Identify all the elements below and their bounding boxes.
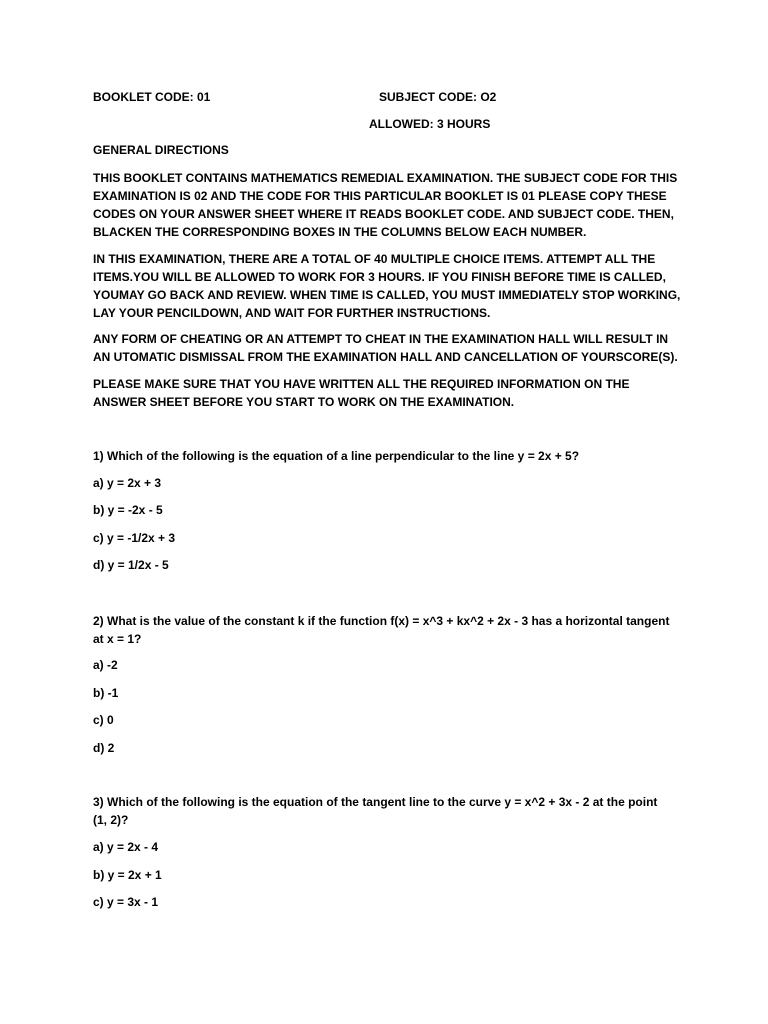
question-2-option-b: b) -1 (93, 686, 119, 700)
question-2-option-a: a) -2 (93, 658, 118, 672)
subject-code: SUBJECT CODE: O2 (379, 90, 497, 104)
question-2-option-d: d) 2 (93, 741, 115, 755)
directions-paragraph-3 (93, 330, 683, 366)
question-text: 3) Which of the following is the equation of the tangent line to the curve y = x^2 + 3x - 2 at the point (1, 2)? (93, 795, 658, 827)
question-1-option-b: b) y = -2x - 5 (93, 503, 163, 517)
directions-paragraph-text: ANY FORM OF CHEATING OR AN ATTEMPT TO CHEAT IN THE EXAMINATION HALL WILL RESULT IN AN UTOMATIC DISMISSAL FROM THE EXAMINATION HALL AND CANCELLATION OF YOURSCORE(S). (93, 332, 678, 364)
allowed-time: ALLOWED: 3 HOURS (369, 117, 491, 131)
question-3-option-c: c) y = 3x - 1 (93, 895, 159, 909)
directions-paragraph-2 (93, 250, 683, 322)
directions-title: GENERAL DIRECTIONS (93, 143, 229, 157)
question-2-option-c: c) 0 (93, 713, 114, 727)
directions-paragraph-4 (93, 375, 683, 411)
directions-paragraph-text: IN THIS EXAMINATION, THERE ARE A TOTAL OF 40 MULTIPLE CHOICE ITEMS. ATTEMPT ALL THE ITEMS.YOU WILL BE ALLOWED TO WORK FOR 3 HOURS. IF YOU FINISH BEFORE TIME IS CALLED, YOUMAY GO BACK AND REVIEW. WHEN TIME IS CALLED, YOU MUST IMMEDIATELY STOP WORKING, LAY YOUR PENCILDOWN, AND WAIT FOR FURTHER INSTRUCTIONS. (93, 252, 681, 320)
question-1-option-a: a) y = 2x + 3 (93, 476, 162, 490)
question-3 (93, 793, 683, 829)
question-3-option-b: b) y = 2x + 1 (93, 868, 162, 882)
question-1-option-d: d) y = 1/2x - 5 (93, 558, 169, 572)
question-2 (93, 612, 683, 648)
directions-paragraph-1 (93, 169, 683, 241)
directions-paragraph-text: THIS BOOKLET CONTAINS MATHEMATICS REMEDIAL EXAMINATION. THE SUBJECT CODE FOR THIS EXAMINATION IS 02 AND THE CODE FOR THIS PARTICULAR BOOKLET IS 01 PLEASE COPY THESE CODES ON YOUR ANSWER SHEET WHERE IT READS BOOKLET CODE. AND SUBJECT CODE. THEN, BLACKEN THE CORRESPONDING BOXES IN THE COLUMNS BELOW EACH NUMBER. (93, 171, 678, 239)
question-1 (93, 447, 683, 465)
question-3-option-a: a) y = 2x - 4 (93, 840, 159, 854)
question-1-option-c: c) y = -1/2x + 3 (93, 531, 176, 545)
directions-paragraph-text: PLEASE MAKE SURE THAT YOU HAVE WRITTEN ALL THE REQUIRED INFORMATION ON THE ANSWER SHEET BEFORE YOU START TO WORK ON THE EXAMINATION. (93, 377, 630, 409)
question-text: 1) Which of the following is the equation of a line perpendicular to the line y = 2x + 5? (93, 449, 580, 463)
booklet-code: BOOKLET CODE: 01 (93, 90, 211, 104)
question-text: 2) What is the value of the constant k if the function f(x) = x^3 + kx^2 + 2x - 3 has a horizontal tangent at x = 1? (93, 614, 670, 646)
